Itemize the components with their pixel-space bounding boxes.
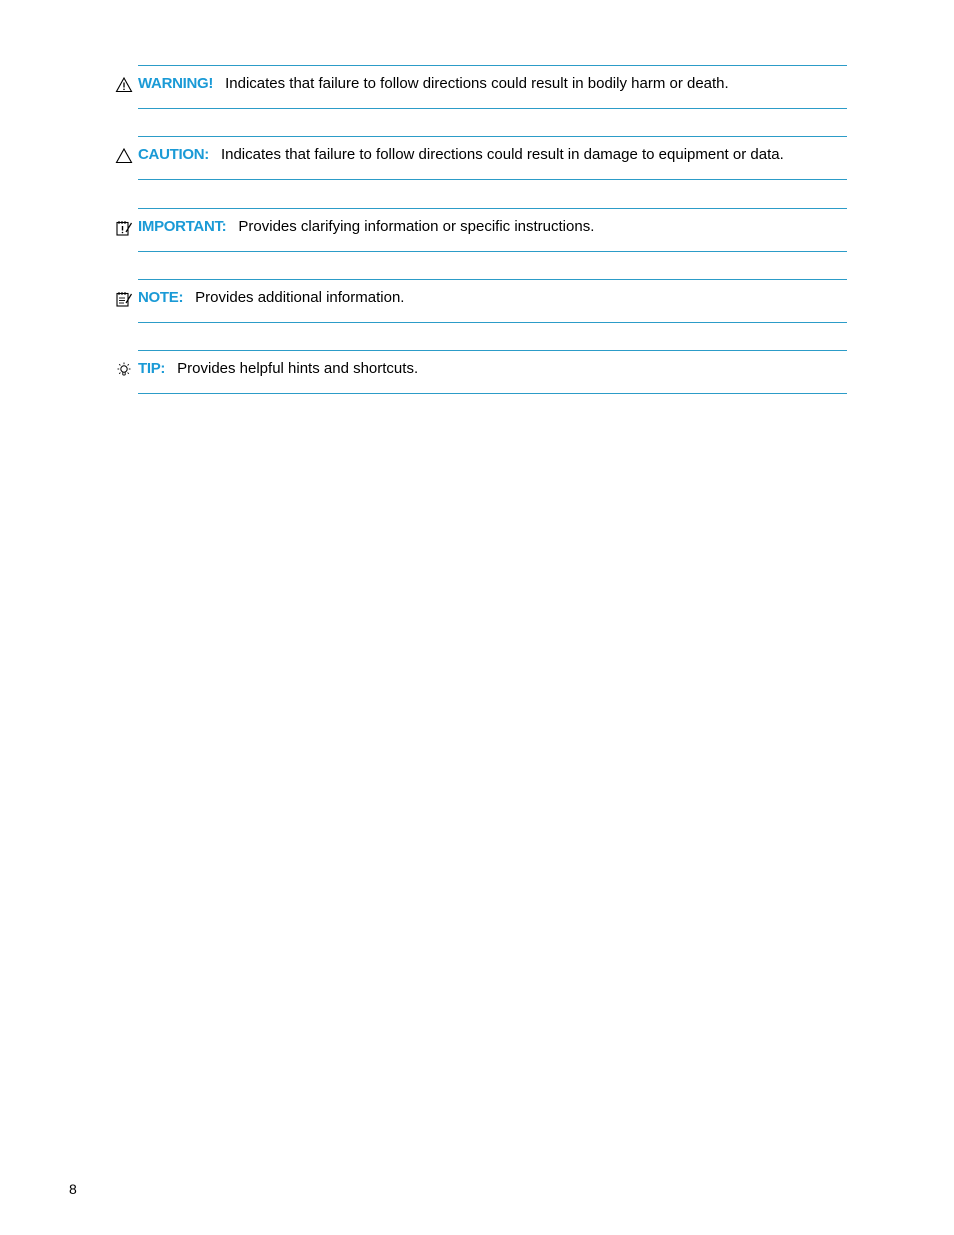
warning-triangle-icon bbox=[115, 76, 133, 94]
page-number: 8 bbox=[69, 1181, 77, 1197]
note-notepad-icon bbox=[115, 290, 133, 308]
tip-label: TIP: bbox=[138, 360, 166, 377]
caution-line bbox=[138, 145, 784, 165]
important-line bbox=[138, 217, 594, 237]
important-notepad-icon bbox=[115, 219, 133, 237]
note-label: NOTE: bbox=[138, 289, 184, 306]
note-text: Provides additional information. bbox=[195, 289, 405, 306]
important-admonition bbox=[138, 208, 847, 252]
note-line bbox=[138, 288, 404, 308]
note-admonition bbox=[138, 279, 847, 323]
tip-admonition bbox=[138, 350, 847, 394]
important-label: IMPORTANT: bbox=[138, 218, 227, 235]
warning-label: WARNING! bbox=[138, 75, 214, 92]
caution-text: Indicates that failure to follow directions could result in damage to equipment or data. bbox=[220, 146, 784, 163]
warning-line bbox=[138, 74, 729, 94]
warning-text: Indicates that failure to follow directions could result in bodily harm or death. bbox=[225, 75, 729, 92]
caution-admonition bbox=[138, 136, 847, 180]
tip-text: Provides helpful hints and shortcuts. bbox=[177, 360, 419, 377]
caution-label: CAUTION: bbox=[138, 146, 209, 163]
warning-admonition bbox=[138, 65, 847, 109]
important-text: Provides clarifying information or specific instructions. bbox=[238, 218, 595, 235]
caution-triangle-icon bbox=[115, 147, 133, 165]
tip-line bbox=[138, 359, 418, 379]
tip-lightbulb-icon bbox=[115, 361, 133, 379]
